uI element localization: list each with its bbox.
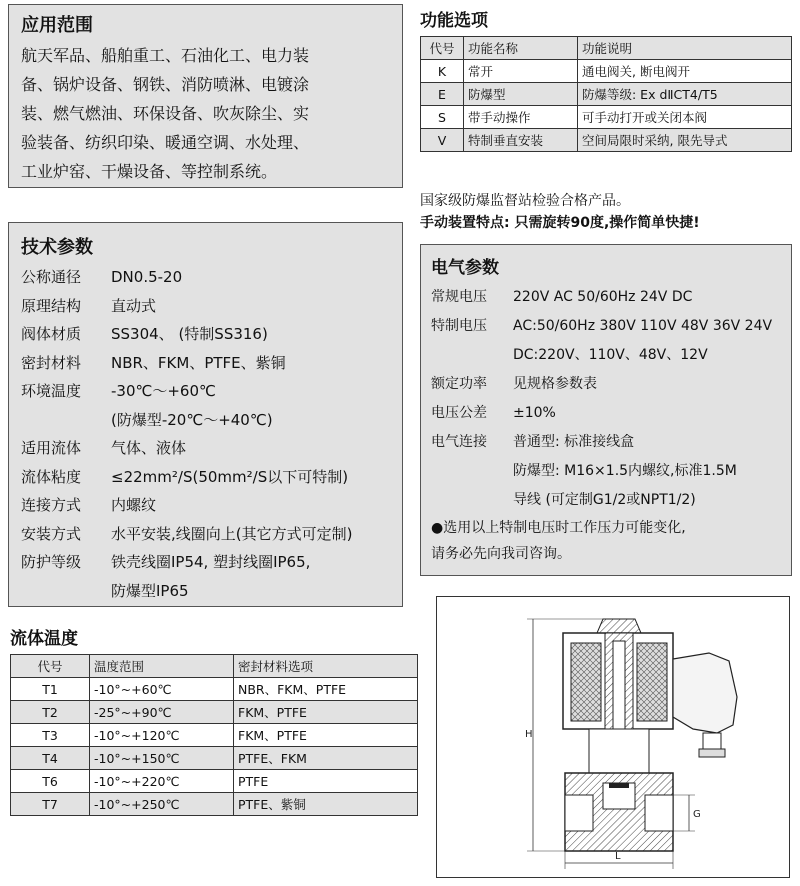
tech-label: 安装方式 xyxy=(21,524,82,543)
tech-value: 内螺纹 xyxy=(111,496,157,514)
tech-row xyxy=(9,292,402,321)
fluid-temp-cell: PTFE xyxy=(234,770,418,793)
electric-value: ±10% xyxy=(513,405,556,421)
functions-cell: S xyxy=(421,106,464,129)
electric-value: 220V AC 50/60Hz 24V DC xyxy=(513,289,693,305)
fluid-temp-cell: T6 xyxy=(11,770,90,793)
application-line: 备、锅炉设备、钢铁、消防喷淋、电镀涂 xyxy=(21,75,310,94)
tech-row xyxy=(9,349,402,378)
fluid-temp-row xyxy=(11,793,418,816)
fluid-temp-cell: T7 xyxy=(11,793,90,816)
functions-cell: K xyxy=(421,60,464,83)
functions-cell: V xyxy=(421,129,464,152)
functions-cell: 特制垂直安装 xyxy=(464,129,578,152)
tech-row xyxy=(9,520,402,549)
valve-section-svg xyxy=(437,597,789,877)
fluid-temp-cell: T1 xyxy=(11,678,90,701)
fluid-temp-row xyxy=(11,770,418,793)
application-line: 航天军品、船舶重工、石油化工、电力装 xyxy=(21,46,310,65)
electric-value: DC:220V、110V、48V、12V xyxy=(513,347,708,363)
electric-label: 电气连接 xyxy=(431,434,487,450)
functions-cell: 可手动打开或关闭本阀 xyxy=(578,106,792,129)
seat-seal xyxy=(609,783,629,788)
stem-cap xyxy=(597,619,641,633)
tech-value: ≤22mm²/S(50mm²/S以下可特制) xyxy=(111,467,349,486)
electric-row xyxy=(421,312,791,341)
functions-table xyxy=(420,36,792,152)
fluid-temp-cell: PTFE、紫铜 xyxy=(234,793,418,816)
electric-panel xyxy=(420,244,792,576)
electric-value: 见规格参数表 xyxy=(513,376,597,392)
dim-h-label: H xyxy=(525,729,533,740)
fluid-temp-cell: T4 xyxy=(11,747,90,770)
functions-header-code: 代号 xyxy=(421,37,464,60)
bonnet xyxy=(589,729,649,773)
connector-gland xyxy=(703,733,721,751)
application-title: 应用范围 xyxy=(21,15,93,36)
functions-row xyxy=(421,60,792,83)
tech-value: 铁壳线圈IP54, 塑封线圈IP65, xyxy=(111,553,311,571)
tech-row xyxy=(9,463,402,492)
electric-value: 导线 (可定制G1/2或NPT1/2) xyxy=(513,492,696,508)
tech-label: 连接方式 xyxy=(21,496,82,514)
electric-value: 普通型: 标准接线盒 xyxy=(513,434,635,450)
electric-row xyxy=(421,457,791,486)
functions-cell: E xyxy=(421,83,464,106)
fluid-temp-row xyxy=(11,747,418,770)
application-panel xyxy=(8,4,403,188)
tech-row xyxy=(9,263,402,292)
electric-row xyxy=(421,283,791,312)
fluid-temp-header-seal: 密封材料选项 xyxy=(234,655,418,678)
fluid-temp-cell: -10°~+120℃ xyxy=(90,724,234,747)
tech-value: SS304、 (特制SS316) xyxy=(111,325,268,343)
tech-label: 原理结构 xyxy=(21,296,82,315)
application-line: 工业炉窑、干燥设备、等控制系统。 xyxy=(21,162,278,181)
tech-value: -30℃～+60℃ xyxy=(111,382,216,400)
tech-label: 公称通径 xyxy=(21,268,82,286)
tech-row xyxy=(9,548,402,577)
body-port-right xyxy=(645,795,673,831)
fluid-temp-cell: -25°~+90℃ xyxy=(90,701,234,724)
fluid-temp-cell: -10°~+60℃ xyxy=(90,678,234,701)
tech-value: 气体、液体 xyxy=(111,439,187,457)
functions-header-desc: 功能说明 xyxy=(578,37,792,60)
electric-value: AC:50/60Hz 380V 110V 48V 36V 24V xyxy=(513,318,773,334)
functions-row xyxy=(421,106,792,129)
tech-row xyxy=(9,434,402,463)
fluid-temp-header-range: 温度范围 xyxy=(90,655,234,678)
functions-title: 功能选项 xyxy=(420,11,488,31)
electric-row xyxy=(421,399,791,428)
fluid-temp-cell: FKM、PTFE xyxy=(234,724,418,747)
tech-label: 环境温度 xyxy=(21,382,82,400)
tech-label: 阀体材质 xyxy=(21,325,82,343)
application-line: 验装备、纺织印染、暖通空调、水处理、 xyxy=(21,133,310,152)
fluid-temp-row xyxy=(11,678,418,701)
electric-label: 电压公差 xyxy=(431,405,487,421)
fluid-temp-cell: NBR、FKM、PTFE xyxy=(234,678,418,701)
functions-cell: 通电阀关, 断电阀开 xyxy=(578,60,792,83)
tech-value: 水平安装,线圈向上(其它方式可定制) xyxy=(111,524,353,543)
functions-cell: 带手动操作 xyxy=(464,106,578,129)
fluid-temp-cell: -10°~+220℃ xyxy=(90,770,234,793)
tech-row xyxy=(9,577,402,606)
fluid-temp-cell: T2 xyxy=(11,701,90,724)
functions-cell: 防爆型 xyxy=(464,83,578,106)
tech-title: 技术参数 xyxy=(21,237,93,258)
tech-label: 流体粘度 xyxy=(21,467,82,486)
electric-warning-2: 请务必先向我司咨询。 xyxy=(431,546,571,562)
tech-row xyxy=(9,320,402,349)
coil-winding-right xyxy=(637,643,667,721)
connector-box xyxy=(673,653,737,733)
functions-header-name: 功能名称 xyxy=(464,37,578,60)
tech-value: 防爆型IP65 xyxy=(111,581,189,600)
fluid-temp-table xyxy=(10,654,418,816)
tech-label: 密封材料 xyxy=(21,353,82,372)
functions-cell: 空间局限时采纳, 限先导式 xyxy=(578,129,792,152)
fluid-temp-header-row xyxy=(11,655,418,678)
tech-label: 适用流体 xyxy=(21,439,82,457)
tech-row xyxy=(9,406,402,435)
fluid-temp-row xyxy=(11,724,418,747)
dim-l-label: L xyxy=(615,851,621,862)
electric-title: 电气参数 xyxy=(431,258,499,278)
electric-value: 防爆型: M16×1.5内螺纹,标准1.5M xyxy=(513,463,737,479)
fluid-temp-cell: T3 xyxy=(11,724,90,747)
electric-warning-1: ●选用以上特制电压时工作压力可能变化, xyxy=(431,520,686,536)
application-line: 装、燃气燃油、环保设备、吹灰除尘、实 xyxy=(21,104,310,123)
functions-cell: 常开 xyxy=(464,60,578,83)
electric-label: 常规电压 xyxy=(431,289,487,305)
functions-note-certified: 国家级防爆监督站检验合格产品。 xyxy=(420,193,630,209)
electric-label: 额定功率 xyxy=(431,376,487,392)
tech-row xyxy=(9,377,402,406)
tech-label: 防护等级 xyxy=(21,553,82,571)
fluid-temp-row xyxy=(11,701,418,724)
electric-row xyxy=(421,370,791,399)
functions-row xyxy=(421,83,792,106)
functions-note-manual: 手动装置特点: 只需旋转90度,操作简单快捷! xyxy=(420,215,700,231)
tech-value: DN0.5-20 xyxy=(111,268,183,286)
functions-cell: 防爆等级: Ex dⅡCT4/T5 xyxy=(578,83,792,106)
fluid-temp-cell: FKM、PTFE xyxy=(234,701,418,724)
coil-winding-left xyxy=(571,643,601,721)
electric-row xyxy=(421,341,791,370)
tech-panel xyxy=(8,222,403,607)
electric-row xyxy=(421,428,791,457)
fluid-temp-cell: -10°~+250℃ xyxy=(90,793,234,816)
functions-row xyxy=(421,129,792,152)
dim-g-label: G xyxy=(693,809,701,820)
application-lines xyxy=(21,41,309,186)
electric-label: 特制电压 xyxy=(431,318,487,334)
fluid-temp-cell: -10°~+150℃ xyxy=(90,747,234,770)
electric-row xyxy=(421,486,791,515)
fluid-temp-title: 流体温度 xyxy=(10,629,78,649)
fluid-temp-header-code: 代号 xyxy=(11,655,90,678)
valve-section-drawing xyxy=(436,596,790,878)
fluid-temp-cell: PTFE、FKM xyxy=(234,747,418,770)
functions-header-row xyxy=(421,37,792,60)
connector-nut xyxy=(699,749,725,757)
tech-value: (防爆型-20℃～+40℃) xyxy=(111,410,273,429)
tech-value: 直动式 xyxy=(111,296,157,315)
tech-value: NBR、FKM、PTFE、紫铜 xyxy=(111,353,286,372)
body-port-left xyxy=(565,795,593,831)
tech-row xyxy=(9,491,402,520)
